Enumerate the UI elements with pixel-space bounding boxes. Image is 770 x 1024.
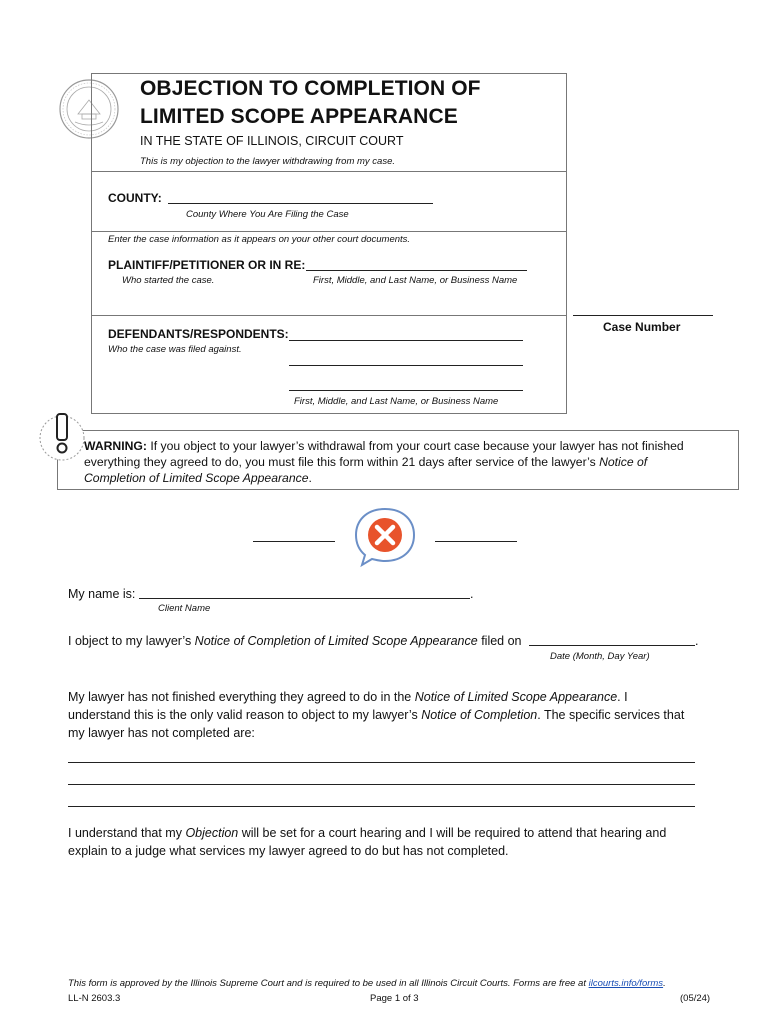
defendants-label: DEFENDANTS/RESPONDENTS: xyxy=(108,327,289,341)
plaintiff-name-input[interactable] xyxy=(306,270,527,271)
form-title-line1: OBJECTION TO COMPLETION OF xyxy=(140,77,481,100)
case-number-input[interactable] xyxy=(573,315,713,316)
form-purpose: This is my objection to the lawyer withdrawing from my case. xyxy=(140,156,396,167)
warning-line3: Completion of Limited Scope Appearance. xyxy=(84,471,312,485)
warning-line2: everything they agreed to do, you must file this form within 21 days after service of the lawyer’s Notice of xyxy=(84,455,648,469)
warning-line1: WARNING: If you object to your lawyer’s withdrawal from your court case because your lawyer has not finished xyxy=(84,439,684,453)
services-input-line-1[interactable] xyxy=(68,762,695,763)
my-name-label: My name is: xyxy=(68,587,136,601)
client-name-input[interactable] xyxy=(139,598,470,599)
filing-date-hint: Date (Month, Day Year) xyxy=(550,651,650,662)
form-id: LL-N 2603.3 xyxy=(68,993,121,1004)
county-input[interactable] xyxy=(168,203,433,204)
divider-left xyxy=(253,541,335,542)
defendant-name-input-3[interactable] xyxy=(289,390,523,391)
objection-x-icon xyxy=(352,505,418,569)
divider-right xyxy=(435,541,517,542)
services-line1: My lawyer has not finished everything they agreed to do in the Notice of Limited Scope Appearance. I xyxy=(68,690,628,704)
plaintiff-hint: Who started the case. xyxy=(122,275,215,286)
objection-end: . xyxy=(695,634,699,648)
services-input-line-3[interactable] xyxy=(68,806,695,807)
county-hint: County Where You Are Filing the Case xyxy=(186,209,349,220)
state-court: IN THE STATE OF ILLINOIS, CIRCUIT COURT xyxy=(140,134,404,148)
my-name-end: . xyxy=(470,587,474,601)
defendant-name-hint: First, Middle, and Last Name, or Business Name xyxy=(294,396,499,407)
form-title-line2: LIMITED SCOPE APPEARANCE xyxy=(140,105,458,128)
footer-notice: This form is approved by the Illinois Supreme Court and is required to be used in all Illinois Circuit Courts. Forms are free at ilcourts.info/forms. xyxy=(68,978,666,989)
form-date: (05/24) xyxy=(680,993,711,1004)
defendants-hint: Who the case was filed against. xyxy=(108,344,242,355)
client-name-hint: Client Name xyxy=(158,603,211,614)
forms-link[interactable]: ilcourts.info/forms xyxy=(588,978,664,989)
hearing-line2: explain to a judge what services my lawyer agreed to do but has not completed. xyxy=(68,844,509,858)
plaintiff-label: PLAINTIFF/PETITIONER OR IN RE: xyxy=(108,258,306,272)
county-label: COUNTY: xyxy=(108,191,162,205)
case-number-label: Case Number xyxy=(603,320,681,334)
page-number: Page 1 of 3 xyxy=(370,993,419,1004)
case-info-instruction: Enter the case information as it appears on your other court documents. xyxy=(108,234,411,245)
services-input-line-2[interactable] xyxy=(68,784,695,785)
filing-date-input[interactable] xyxy=(529,645,695,646)
services-line3: my lawyer has not completed are: xyxy=(68,726,255,740)
hearing-line1: I understand that my Objection will be set for a court hearing and I will be required to attend that hearing and xyxy=(68,826,667,840)
services-line2: understand this is the only valid reason to object to my lawyer’s Notice of Completion. The specific services that xyxy=(68,708,685,722)
objection-statement: I object to my lawyer’s Notice of Completion of Limited Scope Appearance filed on xyxy=(68,634,522,648)
exclamation-warning-icon xyxy=(38,408,86,470)
defendant-name-input-1[interactable] xyxy=(289,340,523,341)
plaintiff-name-hint: First, Middle, and Last Name, or Business Name xyxy=(313,275,518,286)
defendant-name-input-2[interactable] xyxy=(289,365,523,366)
